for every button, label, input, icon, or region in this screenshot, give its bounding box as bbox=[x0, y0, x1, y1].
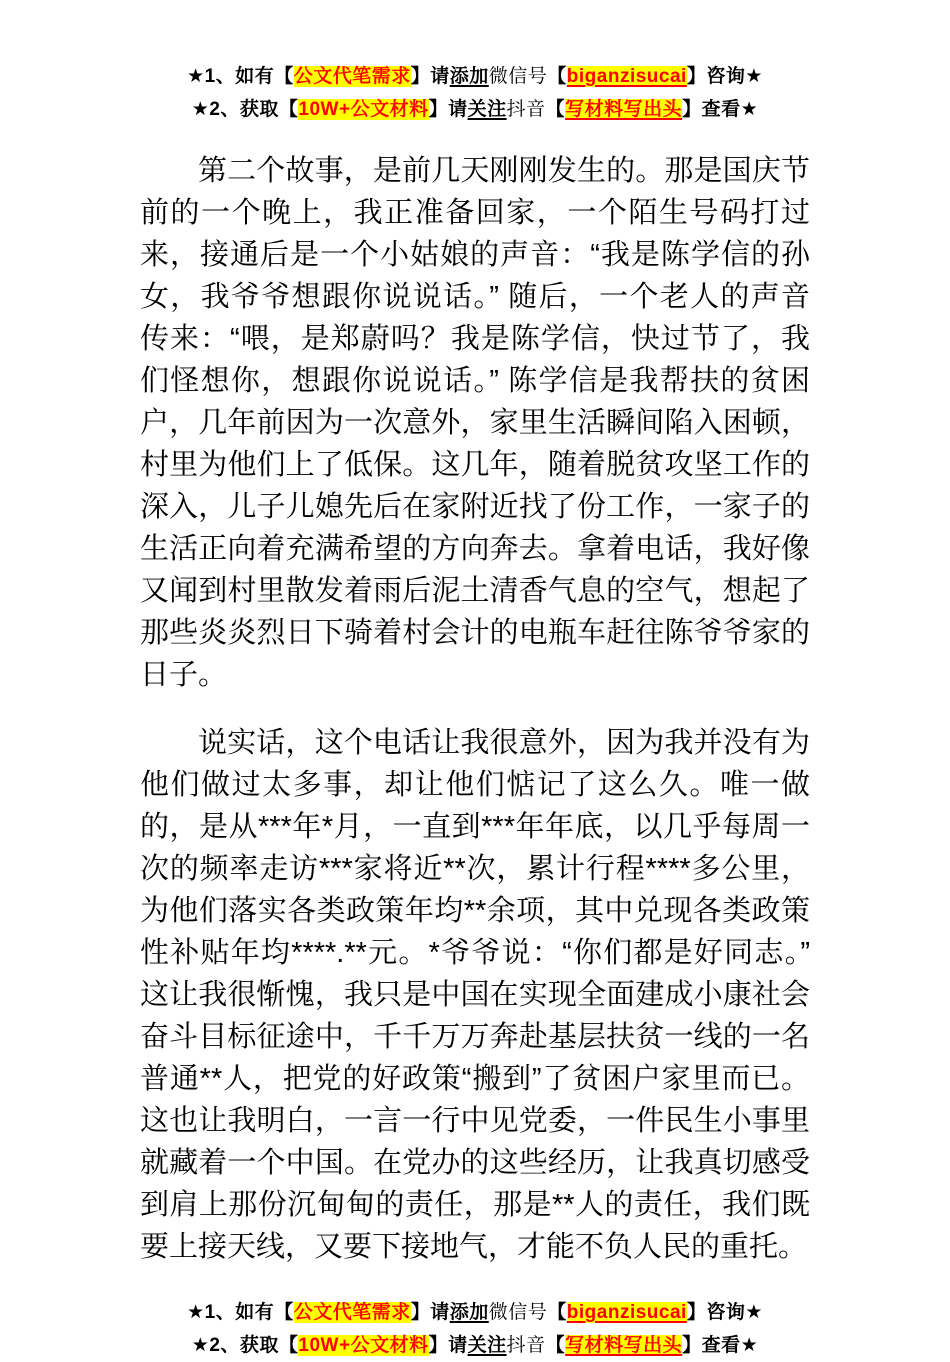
promo-suffix-1: 】咨询★ bbox=[686, 66, 763, 87]
promo-suffix-2: 】查看★ bbox=[682, 99, 759, 120]
promo-wechat-id: biganzisucai bbox=[566, 1302, 687, 1323]
promo-prefix-2: ★2、获取【 bbox=[191, 99, 299, 120]
promo-text-douyin: 抖音 bbox=[506, 99, 546, 120]
promo-action-follow: 关注 bbox=[467, 99, 507, 120]
promo-text-qing: 】请 bbox=[410, 1302, 450, 1323]
promo-prefix-1: ★1、如有【 bbox=[187, 66, 294, 87]
promo-prefix-2: ★2、获取【 bbox=[191, 1335, 299, 1356]
promo-text-wechat: 微信号 bbox=[488, 1302, 548, 1323]
promo-banner-bottom bbox=[0, 1296, 950, 1362]
promo-wechat-id: biganzisucai bbox=[566, 66, 687, 87]
promo-bracket-open: 【 bbox=[547, 66, 567, 87]
promo-keyword-cailiao: 10W+公文材料 bbox=[298, 99, 429, 120]
promo-action-add: 添加 bbox=[449, 66, 489, 87]
promo-banner-top bbox=[0, 60, 950, 126]
promo-douyin-id: 写材料写出头 bbox=[565, 99, 683, 120]
promo-suffix-1: 】咨询★ bbox=[686, 1302, 763, 1323]
promo-suffix-2: 】查看★ bbox=[682, 1335, 759, 1356]
body-paragraph-1: 第二个故事，是前几天刚刚发生的。那是国庆节前的一个晚上，我正准备回家，一个陌生号码打过来，接通后是一个小姑娘的声音：“我是陈学信的孙女，我爷爷想跟你说说话。” 随后，一个老人的声音传来：“喂，是郑蔚吗？我是陈学信，快过节了，我们怪想你，想跟你说说话。” 陈学信是我帮扶的贫困户，几年前因为一次意外，家里生活瞬间陷入困顿，村里为他们上了低保。这几年，随着脱贫攻坚工作的深入，儿子儿媳先后在家附近找了份工作，一家子的生活正向着充满希望的方向奔去。拿着电话，我好像又闻到村里散发着雨后泥土清香气息的空气，想起了那些炎炎烈日下骑着村会计的电瓶车赶往陈爷爷家的日子。 bbox=[140, 155, 810, 691]
promo-text-qing: 】请 bbox=[410, 66, 450, 87]
promo-line-1 bbox=[0, 1296, 950, 1329]
promo-bracket-open: 【 bbox=[545, 1335, 566, 1356]
promo-keyword-daibi: 公文代笔需求 bbox=[293, 66, 411, 87]
promo-keyword-daibi: 公文代笔需求 bbox=[293, 1302, 411, 1323]
promo-action-follow: 关注 bbox=[467, 1335, 507, 1356]
promo-text-qing: 】请 bbox=[428, 99, 468, 120]
promo-action-add: 添加 bbox=[449, 1302, 489, 1323]
promo-line-2 bbox=[0, 1329, 950, 1362]
promo-text-qing: 】请 bbox=[428, 1335, 468, 1356]
promo-line-1 bbox=[0, 60, 950, 93]
body-paragraph-2: 说实话，这个电话让我很意外，因为我并没有为他们做过太多事，却让他们惦记了这么久。唯一做的，是从***年*月，一直到***年年底，以几乎每周一次的频率走访***家将近**次，累计行程****多公里，为他们落实各类政策年均**余项，其中兑现各类政策性补贴年均****.**元。*爷爷说：“你们都是好同志。” 这让我很惭愧，我只是中国在实现全面建成小康社会奋斗目标征途中，千千万万奔赴基层扶贫一线的一名普通**人，把党的好政策“搬到”了贫困户家里而已。这也让我明白，一言一行中见党委，一件民生小事里就藏着一个中国。在党办的这些经历，让我真切感受到肩上那份沉甸甸的责任，那是**人的责任，我们既要上接天线，又要下接地气，才能不负人民的重托。 bbox=[140, 727, 810, 1263]
promo-line-2 bbox=[0, 93, 950, 126]
document-body bbox=[140, 150, 810, 1268]
promo-text-douyin: 抖音 bbox=[506, 1335, 546, 1356]
promo-prefix-1: ★1、如有【 bbox=[187, 1302, 294, 1323]
promo-bracket-open: 【 bbox=[545, 99, 566, 120]
promo-douyin-id: 写材料写出头 bbox=[565, 1335, 683, 1356]
promo-bracket-open: 【 bbox=[547, 1302, 567, 1323]
promo-text-wechat: 微信号 bbox=[488, 66, 548, 87]
promo-keyword-cailiao: 10W+公文材料 bbox=[298, 1335, 429, 1356]
